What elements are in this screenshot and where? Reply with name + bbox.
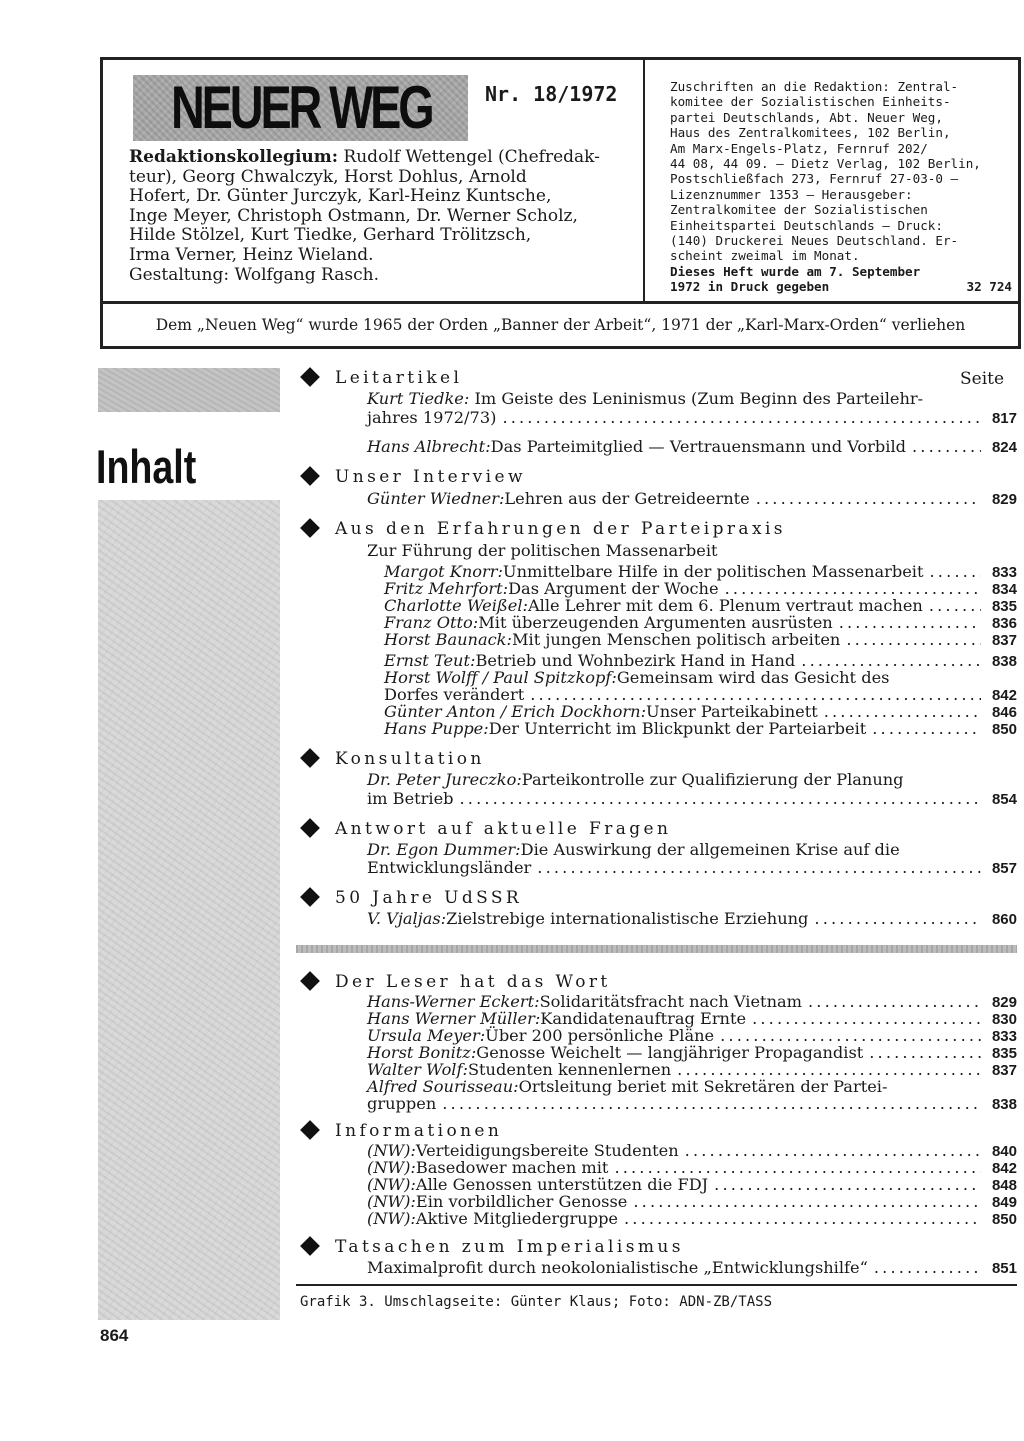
entry-page: 835 bbox=[991, 598, 1017, 615]
entry-page: 850 bbox=[991, 1211, 1017, 1228]
entry-author: Horst Baunack: bbox=[384, 630, 512, 649]
toc-section bbox=[303, 971, 611, 993]
section-separator bbox=[296, 945, 1017, 953]
entry-title: Parteikontrolle zur Qualifizierung der Planung bbox=[521, 770, 904, 789]
section-title: Leitartikel bbox=[335, 368, 463, 388]
diamond-bullet-icon bbox=[300, 818, 320, 838]
diamond-bullet-icon bbox=[300, 367, 320, 387]
entry-title: Gemeinsam wird das Gesicht des bbox=[616, 668, 890, 687]
column-divider bbox=[643, 60, 645, 301]
entry-page: 838 bbox=[991, 653, 1017, 670]
imprint-line: scheint zweimal im Monat. bbox=[670, 248, 860, 264]
entry-author: Günter Wiedner: bbox=[367, 489, 505, 508]
staff-line: Hilde Stölzel, Kurt Tiedke, Gerhard Trölitzsch, bbox=[129, 225, 532, 246]
staff-text: Rudolf Wettengel (Chefredak- bbox=[338, 147, 600, 167]
entry-author: Alfred Sourisseau: bbox=[367, 1077, 519, 1096]
entry-title: Unser Parteikabinett bbox=[646, 702, 818, 721]
entry-page: 848 bbox=[991, 1177, 1017, 1194]
award-line: Dem „Neuen Weg“ wurde 1965 der Orden „Banner der Arbeit“, 1971 der „Karl-Marx-Orden“ verliehen bbox=[155, 316, 966, 334]
entry-title: im Betrieb bbox=[367, 789, 454, 808]
toc-entry bbox=[367, 858, 1017, 878]
entry-title: Zielstrebige internationalistische Erziehung bbox=[446, 909, 809, 928]
dot-leader bbox=[756, 489, 981, 509]
entry-author: Franz Otto: bbox=[384, 613, 479, 632]
entry-title: Verteidigungsbereite Studenten bbox=[415, 1141, 679, 1160]
toc-subheading bbox=[367, 541, 1017, 561]
toc-entry bbox=[367, 770, 1017, 790]
print-date-text: 1972 in Druck gegeben bbox=[670, 279, 830, 295]
entry-title: Aktive Mitgliedergruppe bbox=[415, 1209, 619, 1228]
entry-title: Im Geiste des Leninismus (Zum Beginn des Parteilehr- bbox=[469, 389, 924, 408]
entry-page: 836 bbox=[991, 615, 1017, 632]
toc-entry bbox=[367, 840, 1017, 860]
entry-page: 840 bbox=[991, 1143, 1017, 1160]
imprint-line: komitee der Sozialistischen Einheits- bbox=[670, 94, 951, 110]
entry-page: 860 bbox=[991, 911, 1017, 928]
entry-title: Studenten kennenlernen bbox=[467, 1060, 672, 1079]
entry-author: (NW): bbox=[367, 1141, 416, 1160]
entry-page: 837 bbox=[991, 1062, 1017, 1079]
entry-title: Maximalprofit durch neokolonialistische „Entwicklungshilfe“ bbox=[367, 1258, 868, 1277]
imprint-line: Zuschriften an die Redaktion: Zentral- bbox=[670, 79, 959, 94]
staff-line: Inge Meyer, Christoph Ostmann, Dr. Werner Scholz, bbox=[129, 205, 578, 226]
entry-author: Hans Albrecht: bbox=[367, 437, 491, 456]
section-title: Tatsachen zum Imperialismus bbox=[335, 1237, 684, 1257]
decorative-gray-block bbox=[98, 368, 280, 412]
entry-author: (NW): bbox=[367, 1158, 416, 1177]
horizontal-divider bbox=[103, 301, 1018, 304]
diamond-bullet-icon bbox=[300, 1120, 320, 1140]
dot-leader bbox=[872, 719, 981, 739]
entry-author: Ursula Meyer: bbox=[367, 1026, 486, 1045]
entry-author: (NW): bbox=[367, 1175, 416, 1194]
entry-title: Genosse Weichelt — langjähriger Propagandist bbox=[476, 1043, 864, 1062]
entry-title: Alle Genossen unterstützen die FDJ bbox=[415, 1175, 709, 1194]
entry-title: Unmittelbare Hilfe in der politischen Massenarbeit bbox=[502, 562, 924, 581]
imprint-line: Postschließfach 273, Fernruf 27-03-0 — bbox=[670, 171, 959, 187]
entry-title: Kandidatenauftrag Ernte bbox=[540, 1009, 747, 1028]
entry-author: Horst Bonitz: bbox=[367, 1043, 477, 1062]
imprint-line: 44 08, 44 09. — Dietz Verlag, 102 Berlin, bbox=[670, 156, 981, 172]
entry-title: Das Argument der Woche bbox=[508, 579, 719, 598]
imprint-line: partei Deutschlands, Abt. Neuer Weg, bbox=[670, 109, 943, 125]
diamond-bullet-icon bbox=[300, 518, 320, 538]
toc-entry bbox=[367, 489, 1017, 509]
entry-title: Dorfes verändert bbox=[384, 685, 525, 704]
entry-title: Der Unterricht im Blickpunkt der Parteiarbeit bbox=[488, 719, 867, 738]
entry-page: 838 bbox=[991, 1096, 1017, 1113]
toc-section bbox=[303, 367, 462, 389]
staff-line: teur), Georg Chwalczyk, Horst Dohlus, Arnold bbox=[129, 166, 527, 187]
entry-title: gruppen bbox=[367, 1094, 437, 1113]
entry-page: 833 bbox=[991, 1028, 1017, 1045]
entry-author: Kurt Tiedke: bbox=[367, 389, 470, 408]
entry-author: Hans-Werner Eckert: bbox=[367, 992, 540, 1011]
imprint-line: Lizenznummer 1353 — Herausgeber: bbox=[670, 186, 913, 202]
issue-number: Nr. 18/1972 bbox=[485, 82, 618, 106]
entry-page: 830 bbox=[991, 1011, 1017, 1028]
dot-leader bbox=[814, 909, 981, 929]
entry-page: 851 bbox=[991, 1260, 1017, 1277]
dot-leader bbox=[537, 858, 981, 878]
section-title: Unser Interview bbox=[335, 467, 526, 487]
dot-leader bbox=[912, 437, 981, 457]
diamond-bullet-icon bbox=[300, 971, 320, 991]
image-credit: Grafik 3. Umschlagseite: Günter Klaus; Foto: ADN-ZB/TASS bbox=[300, 1294, 773, 1310]
toc-entry bbox=[384, 719, 1017, 739]
entry-title: Das Parteimitglied — Vertrauensmann und Vorbild bbox=[490, 437, 906, 456]
entry-page: 835 bbox=[991, 1045, 1017, 1062]
entry-title: Solidaritätsfracht nach Vietnam bbox=[539, 992, 802, 1011]
entry-page: 842 bbox=[991, 1160, 1017, 1177]
toc-entry bbox=[367, 789, 1017, 809]
imprint-line: Haus des Zentralkomitees, 102 Berlin, bbox=[670, 125, 951, 141]
print-line: Dieses Heft wurde am 7. September bbox=[670, 264, 921, 279]
entry-author: Walter Wolf: bbox=[367, 1060, 468, 1079]
toc-section bbox=[303, 887, 522, 909]
section-title: Konsultation bbox=[335, 749, 485, 769]
entry-page: 854 bbox=[991, 791, 1017, 808]
toc-section bbox=[303, 748, 485, 770]
entry-page: 846 bbox=[991, 704, 1017, 721]
entry-page: 850 bbox=[991, 721, 1017, 738]
entry-page: 829 bbox=[991, 491, 1017, 508]
toc-entry bbox=[367, 408, 1017, 428]
toc-entry bbox=[367, 1094, 1017, 1114]
toc-section bbox=[303, 466, 526, 488]
entry-title: Über 200 persönliche Pläne bbox=[485, 1026, 715, 1045]
entry-page: 849 bbox=[991, 1194, 1017, 1211]
entry-page: 837 bbox=[991, 632, 1017, 649]
section-title: Informationen bbox=[335, 1121, 503, 1141]
staff-label: Redaktionskollegium: bbox=[129, 147, 339, 167]
entry-title: Entwicklungsländer bbox=[367, 858, 532, 877]
diamond-bullet-icon bbox=[300, 748, 320, 768]
entry-page: 834 bbox=[991, 581, 1017, 598]
entry-author: Hans Puppe: bbox=[384, 719, 489, 738]
entry-author: (NW): bbox=[367, 1209, 416, 1228]
section-title: Aus den Erfahrungen der Parteipraxis bbox=[335, 519, 786, 539]
section-title: Antwort auf aktuelle Fragen bbox=[335, 819, 672, 839]
imprint bbox=[670, 79, 1012, 264]
masthead-box bbox=[100, 57, 1021, 349]
toc-entry bbox=[367, 1258, 1017, 1278]
entry-page: 857 bbox=[991, 860, 1017, 877]
dot-leader bbox=[502, 408, 981, 428]
entry-page: 833 bbox=[991, 564, 1017, 581]
entry-title: Mit überzeugenden Argumenten ausrüsten bbox=[478, 613, 833, 632]
diamond-bullet-icon bbox=[300, 1236, 320, 1256]
entry-page: 829 bbox=[991, 994, 1017, 1011]
entry-author: V. Vjaljas: bbox=[367, 909, 447, 928]
entry-author: Ernst Teut: bbox=[384, 651, 476, 670]
toc-entry bbox=[384, 630, 1017, 650]
toc-entry bbox=[367, 389, 1017, 409]
imprint-line: Einheitspartei Deutschlands — Druck: bbox=[670, 217, 943, 233]
entry-page: 824 bbox=[991, 439, 1017, 456]
entry-title: Ortsleitung beriet mit Sekretären der Partei- bbox=[518, 1077, 888, 1096]
entry-page: 842 bbox=[991, 687, 1017, 704]
entry-title: Ein vorbildlicher Genosse bbox=[415, 1192, 628, 1211]
entry-title: Lehren aus der Getreideernte bbox=[504, 489, 750, 508]
entry-author: Hans Werner Müller: bbox=[367, 1009, 541, 1028]
subheading-text: Zur Führung der politischen Massenarbeit bbox=[367, 541, 718, 560]
diamond-bullet-icon bbox=[300, 466, 320, 486]
entry-author: Günter Anton / Erich Dockhorn: bbox=[384, 702, 647, 721]
entry-author: (NW): bbox=[367, 1192, 416, 1211]
entry-title: jahres 1972/73) bbox=[367, 408, 497, 427]
entry-author: Margot Knorr: bbox=[384, 562, 503, 581]
entry-author: Dr. Egon Dummer: bbox=[367, 840, 521, 859]
imprint-line: (140) Druckerei Neues Deutschland. Er- bbox=[670, 233, 959, 249]
staff-line: Hofert, Dr. Günter Jurczyk, Karl-Heinz Kuntsche, bbox=[129, 186, 552, 207]
entry-title: Die Auswirkung der allgemeinen Krise auf die bbox=[520, 840, 900, 859]
imprint-line: Zentralkomitee der Sozialistischen bbox=[670, 202, 928, 218]
entry-author: Horst Wolff / Paul Spitzkopf: bbox=[384, 668, 617, 687]
logo-text: NEUER WEG bbox=[171, 75, 432, 141]
staff-line bbox=[129, 148, 641, 168]
entry-title: Betrieb und Wohnbezirk Hand in Hand bbox=[475, 651, 796, 670]
footer-rule bbox=[296, 1284, 1017, 1286]
section-title: Der Leser hat das Wort bbox=[335, 972, 611, 992]
toc-entry bbox=[367, 909, 1017, 929]
dot-leader bbox=[874, 1258, 981, 1278]
page-column-label: Seite bbox=[960, 369, 1005, 389]
entry-page: 817 bbox=[991, 410, 1017, 427]
entry-author: Charlotte Weißel: bbox=[384, 596, 528, 615]
dot-leader bbox=[442, 1094, 981, 1114]
page-number: 864 bbox=[100, 1326, 129, 1345]
print-code: 32 724 bbox=[966, 279, 1012, 295]
print-line bbox=[670, 279, 1012, 294]
print-date bbox=[670, 264, 1012, 295]
toc-section bbox=[303, 518, 786, 540]
diamond-bullet-icon bbox=[300, 887, 320, 907]
entry-title: Alle Lehrer mit dem 6. Plenum vertraut machen bbox=[527, 596, 923, 615]
toc-section bbox=[303, 1236, 684, 1258]
toc-section bbox=[303, 1120, 502, 1142]
entry-author: Fritz Mehrfort: bbox=[384, 579, 509, 598]
dot-leader bbox=[460, 789, 981, 809]
entry-title: Mit jungen Menschen politisch arbeiten bbox=[511, 630, 841, 649]
imprint-line: Am Marx-Engels-Platz, Fernruf 202/ bbox=[670, 140, 928, 156]
neuer-weg-logo bbox=[133, 75, 468, 141]
toc-section bbox=[303, 818, 671, 840]
toc-entry bbox=[367, 437, 1017, 457]
entry-author: Dr. Peter Jureczko: bbox=[367, 770, 522, 789]
staff-line: Irma Verner, Heinz Wieland. bbox=[129, 244, 374, 265]
section-title: 50 Jahre UdSSR bbox=[335, 888, 523, 908]
editorial-board bbox=[129, 148, 641, 285]
staff-line: Gestaltung: Wolfgang Rasch. bbox=[129, 264, 379, 285]
entry-title: Basedower machen mit bbox=[415, 1158, 609, 1177]
toc-title: Inhalt bbox=[96, 440, 197, 493]
decorative-gray-panel bbox=[98, 500, 280, 1320]
toc-entry bbox=[367, 1209, 1017, 1229]
dot-leader bbox=[624, 1209, 981, 1229]
dot-leader bbox=[846, 630, 981, 650]
